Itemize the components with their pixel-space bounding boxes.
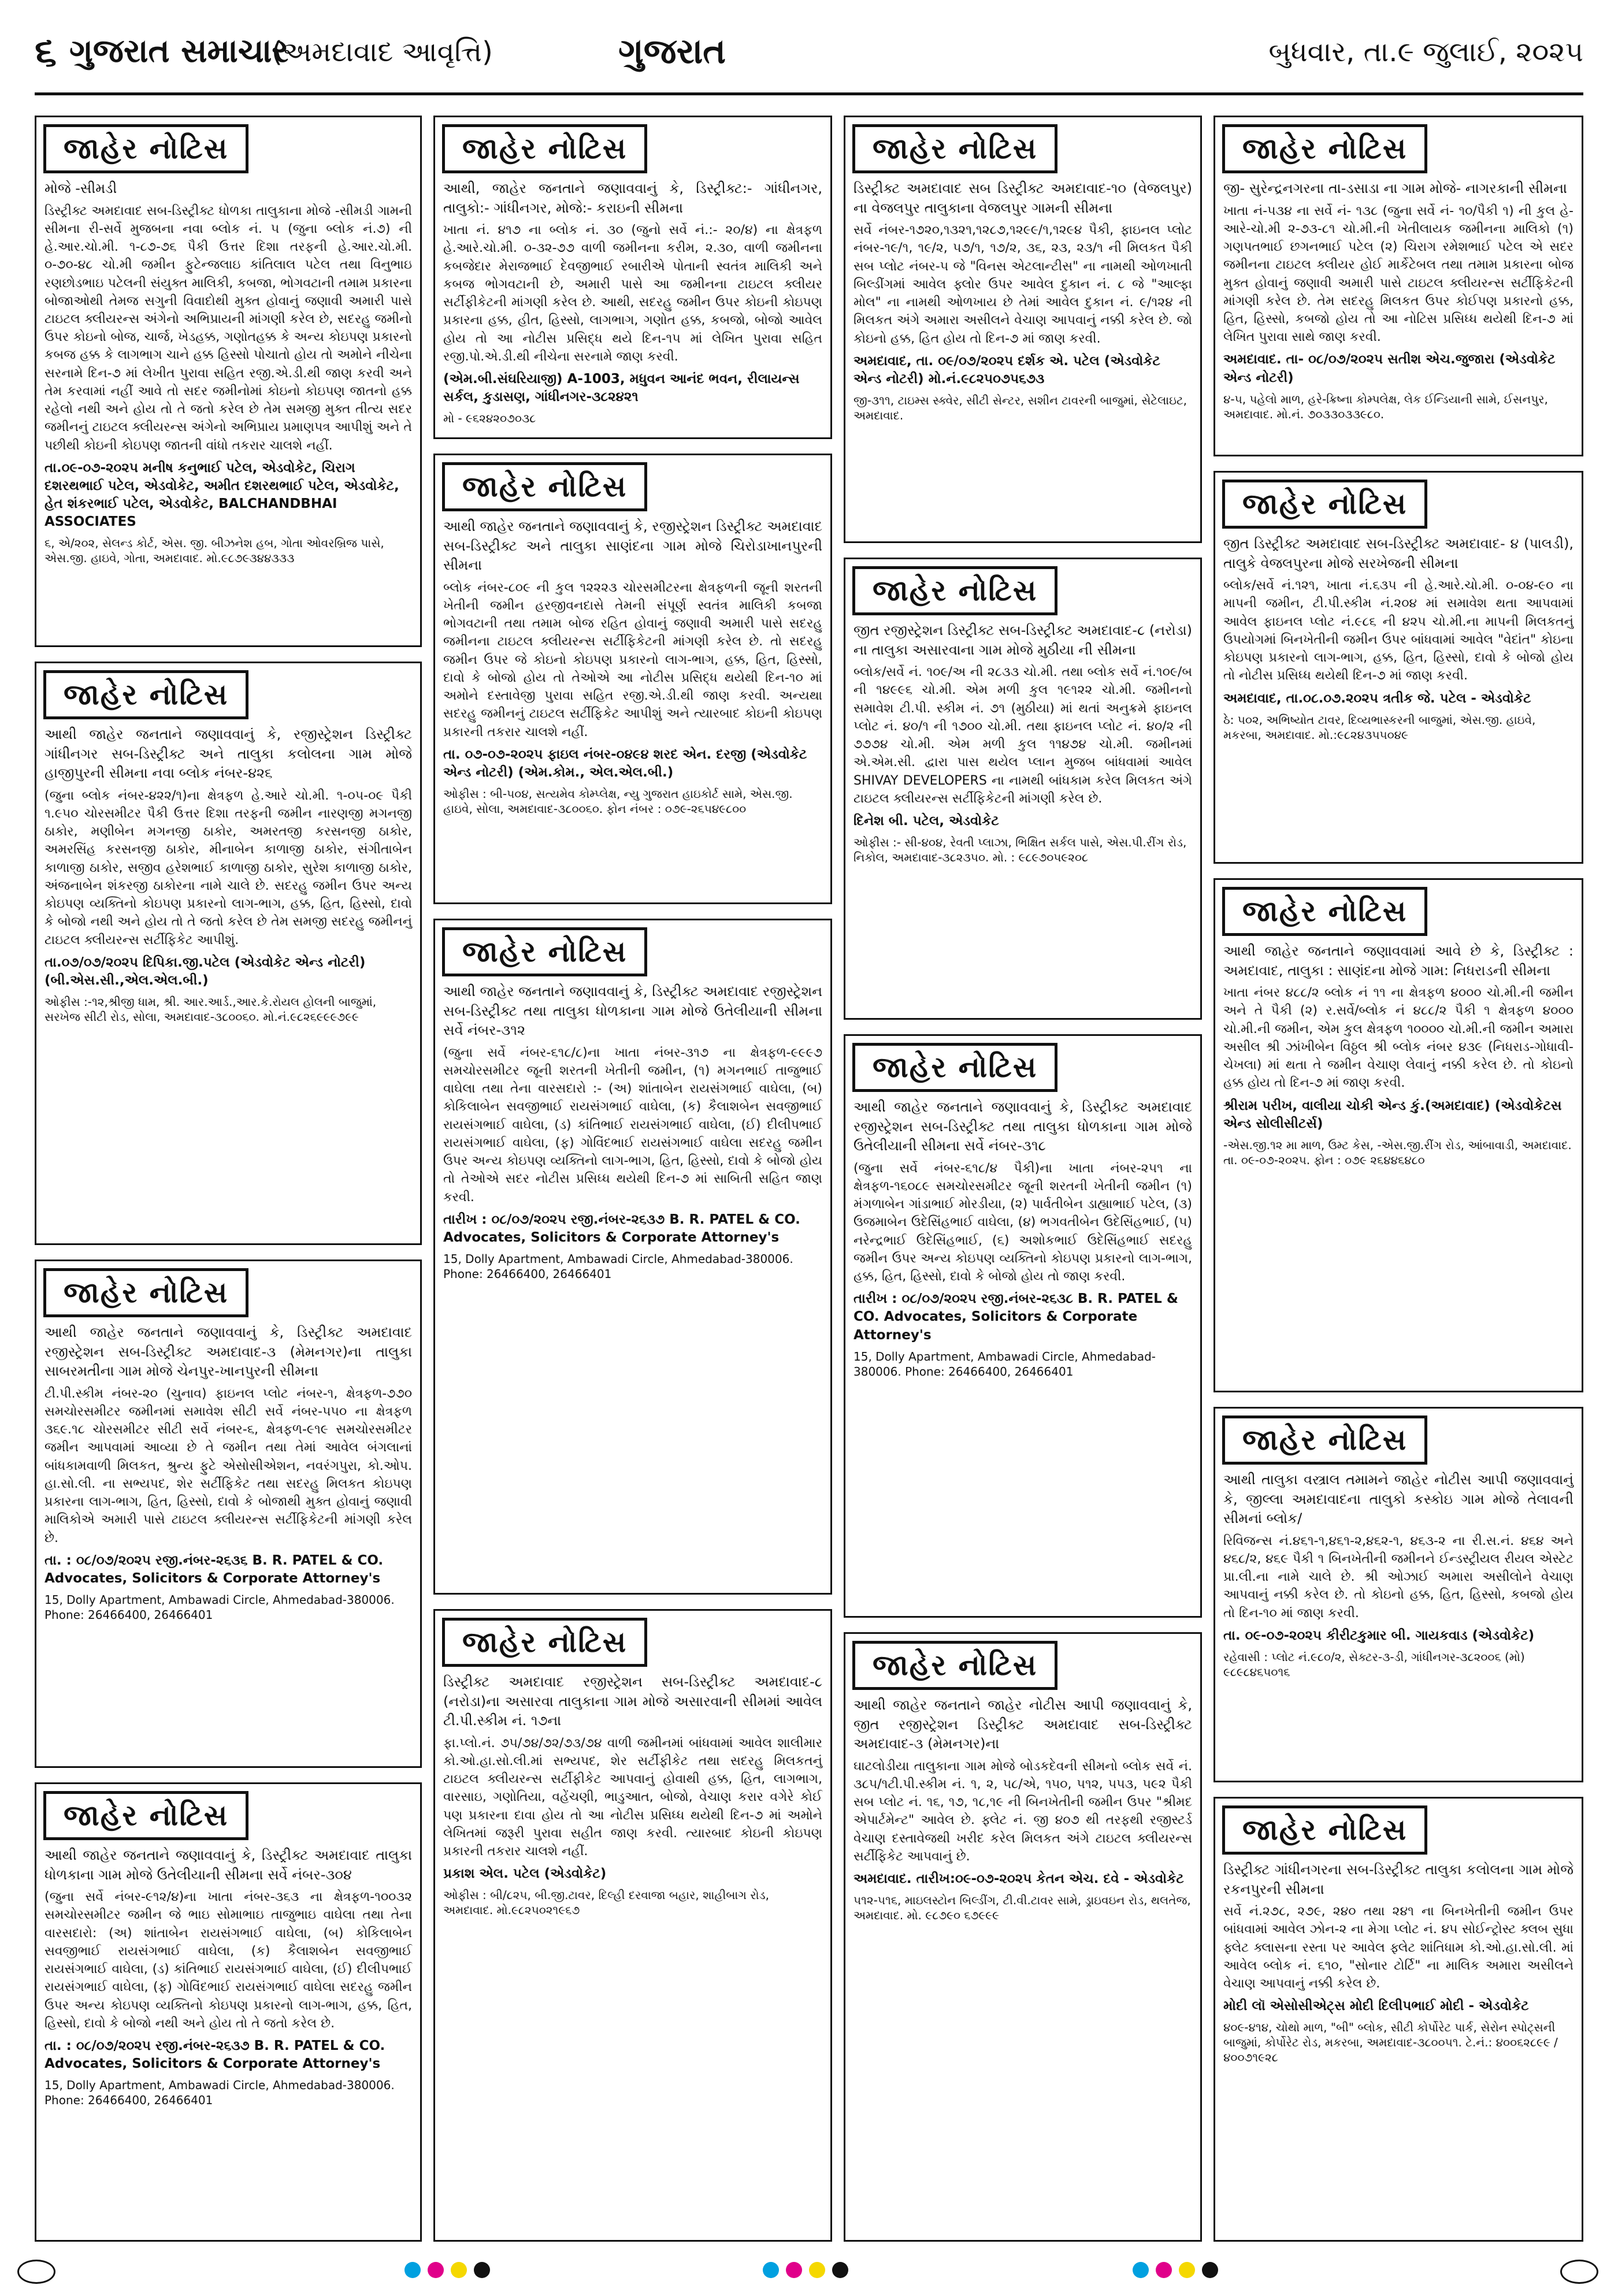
- notice-signature: તા. : ૦૮/૦૭/૨૦૨૫ રજી.નંબર-૨૬૩૬ B. R. PATEL & CO. Advocates, Solicitors & Corporate Attorney's: [44, 1552, 384, 1586]
- notice-address: ૬, એ/૨૦૨, સેલન્ડ કોર્ટ, એસ. જી. બીઝનેશ હબ, ગોતા ઓવરબ્રિજ પાસે, એસ.જી. હાઇવે, ગોતા, અમદાવાદ. મો.૯૮૭૯૩૪૪૩૩૩: [44, 536, 384, 566]
- newspaper-name: ગુજરાત સમાચાર: [69, 32, 289, 70]
- notice-signature: અમદાવાદ, તા. ૦૯/૦૭/૨૦૨૫ દર્શક એ. પટેલ (એડવોકેટ એન્ડ નોટરી) મો.નં.૯૮૨૫૦૭૫૬૭૩: [853, 353, 1160, 387]
- notice-10: [844, 558, 1202, 1020]
- notice-signature: દિનેશ બી. પટેલ, એડવોકેટ: [853, 813, 999, 829]
- notice-title: જાહેર નોટિસ: [442, 462, 647, 511]
- notice-title: જાહેર નોટિસ: [1222, 480, 1427, 529]
- print-registration-marks: [0, 2256, 1618, 2285]
- notice-address: ઓફીસ : બી/૮૨૫, બી.જી.ટાવર, દિલ્હી દરવાજા બહાર, શાહીબાગ રોડ, અમદાવાદ. મો.૯૮૨૫૦૨૧૯૬૭: [443, 1888, 769, 1918]
- notice-title: જાહેર નોટિસ: [1222, 124, 1427, 173]
- notice-body: (જુના બ્લોક નંબર-૪૨૨/૧)ના ક્ષેત્રફળ હે.આરે ચો.મી. ૧-૦૫-૦૯ પૈકી ૧.૯૫૦ ચોરસમીટર પૈકી ઉત્તર દિશા તરફની જમીન નારણજી મગનજી ઠાકોર, મણીબેન મગનજી ઠાકોર, અમરતજી કરસનજી ઠાકોર, અમરસિંહ કરસનજી ઠાકોર, મીનાબેન કાળાજી ઠાકોર, સંગીતાબેન કાળાજી ઠાકોર, સજીવ હરેશભાઈ કાળાજી ઠાકોર, સુરેશ કાળાજી ઠાકોર, અંજનાબેન શંકરજી ઠાકોરના નામે ચાલે છે. સદરહુ જમીન ઉપર અન્ય કોઇપણ વ્યક્તિનો કોઇપણ પ્રકારનો લાગ-ભાગ, હક્ક, હિત, હિસ્સો, દાવો કે બોજો નથી અને હોય તો તે જતો કરેલ છે તેમ સમજી સદરહુ જમીનનું ટાઇટલ ક્લીયરન્સ સર્ટીફિકેટ આપીશું.: [44, 788, 412, 948]
- notice-5: [433, 116, 832, 439]
- magenta-dot-icon: [428, 2262, 444, 2278]
- section-title: ગુજરાત: [618, 31, 726, 72]
- notice-14: [1214, 471, 1583, 864]
- notice-13: [1214, 116, 1583, 456]
- notice-address: ઠે: ૫૦૨, અભિષ્યોત ટાવર, દિવ્યભાસ્કરની બાજુમાં, એસ.જી. હાઇવે, મકરબા, અમદાવાદ. મો.:૯૮૨૪૩૫૫૦૪૯: [1223, 712, 1536, 742]
- notice-body: ખાતા નંબર ૪૮૮/૨ બ્લોક નં ૧૧ ના ક્ષેત્રફળ ૪૦૦૦ ચો.મી.ની જમીન અને તે પૈકી (૨) ર.સર્વે/બ્લોક નં ૪૮૮/૨ પૈકી ૧ ક્ષેત્રફળ ૪૦૦૦ ચો.મી.ની જમીન, એમ કુલ ક્ષેત્રફળ ૧૦૦૦૦ ચો.મી.ની જમીન અમારા અસીલ શ્રી ઝાંખીબેન વિઠ્ઠલ શ્રી બ્લોક નંબર ૪૩૯ (નિધરાડ-ગોધાવી-ચેખલા) માં થતા તે જમીન વેચાણ લેવાનું નક્કી કરેલ છે. તો કોઇનો હક્ક હોય તો દિન-૭ માં જાણ કરવી.: [1223, 986, 1574, 1091]
- black-dot-icon: [1202, 2262, 1218, 2278]
- notice-address: ૫૧૨-૫૧૬, માઇલસ્ટોન બિલ્ડીંગ, ટી.વી.ટાવર સામે, ડ્રાઇવઇન રોડ, થલતેજ, અમદાવાદ. મો. ૯૮૭૯૦ ૬૭૯૯૯: [853, 1893, 1191, 1923]
- notice-8: [433, 1609, 832, 2242]
- notice-3: [35, 1260, 422, 1768]
- notice-signature: અમદાવાદ, તા.૦૮.૦૭.૨૦૨૫ ત્રતીક જે. પટેલ - એડવોકેટ: [1223, 690, 1531, 706]
- yellow-dot-icon: [451, 2262, 467, 2278]
- notice-address: જી-૩૧૧, ટાઇમ્સ સ્ક્વેર, સીટી સેન્ટર, સશીન ટાવરની બાજુમાં, સેટેલાઇટ, અમદાવાદ.: [853, 393, 1187, 422]
- notice-title: જાહેર નોટિસ: [43, 124, 248, 173]
- notice-body: બ્લોક નંબર-૮૦૯ ની કુલ ૧૨૨૨૩ ચોરસમીટરના ક્ષેત્રફળની જૂની શરતની ખેતીની જમીન હરજીવનદાસે તેમની સંપૂર્ણ સ્વતંત્ર માલિકી કબજા ભોગવટાની તથા તમામ બોજ રહિત હોવાનું જણાવી અમારી પાસે સદરહુ જમીનના ટાઇટલ ક્લીયરન્સ સર્ટીફિકેટની માંગણી કરેલ છે. તો સદરહુ જમીન ઉપર જે કોઇનો કોઇપણ પ્રકારનો લાગ-ભાગ, હક્ક, હિત, હિસ્સો, દાવો કે બોજો હોય તો તેઓએ આ નોટીસ પ્રસિદ્ધ થયેથી દિન-૧૦ માં અમોને દસ્તાવેજી પુરાવા સહિત રજી.એ.ડી.થી જાણ કરવી. અન્યથા સદરહુ જમીનનું ટાઇટલ સર્ટીફિકેટ આપીશું અને ત્યારબાદ કોઇની કોઇપણ પ્રકારની તકરાર ચાલશે નહીં.: [443, 580, 822, 740]
- notice-lead: મોજે -સીમડી: [44, 180, 117, 196]
- notice-title: જાહેર નોટિસ: [43, 1791, 248, 1840]
- notice-body: રિવિજન્સ નં.૪૬૧-૧,૪૬૧-૨,૪૬૨-૧, ૪૬૩-૨ ના રી.સ.નં. ૪૬૪ અને ૪૬૮/૨, ૪૬૯ પૈકી ૧ બિનખેતીની જમીનને ઈન્ડસ્ટ્રીયલ રીયલ એસ્ટેટ પ્રા.લી.ના નામે ચાલે છે. શ્રી ઓઝાઈ અમારા અસીલોને વેચાણ આપવાનું નક્કી કરેલ છે. તો કોઇનો હક્ક, હિત, હિસ્સો, કબજો હોય તો દિન-૧૦ માં જાણ કરવી.: [1223, 1533, 1574, 1621]
- notice-title: જાહેર નોટિસ: [852, 1043, 1057, 1092]
- notice-lead: આથી જાહેર જનતાને જણાવવાનું કે, ડિસ્ટ્રીક્ટ અમદાવાદ રજીસ્ટ્રેશન સબ-ડિસ્ટ્રીક્ટ તથા તાલુકા ધોળકાના ગામ મોજે ઉતેલીયાની સીમના સર્વે નંબર-૩૧૨: [443, 983, 822, 1039]
- notice-address: 15, Dolly Apartment, Ambawadi Circle, Ahmedabad-380006. Phone: 26466400, 26466401: [443, 1251, 793, 1281]
- notice-1: [35, 116, 422, 647]
- notice-7: [433, 919, 832, 1595]
- notice-body: (જુના સર્વે નંબર-૯૧૨/૪)ના ખાતા નંબર-૩૬૩ ના ક્ષેત્રફળ-૧૦૦૩૨ સમચોરસમીટર જમીન જે ભાઇ સોમાભાઇ તાજુભાઇ વાઘેલા તથા તેના વારસદારો: (અ) શાંતાબેન રાયસંગભાઈ વાઘેલા, (બ) કોકિલાબેન સવજીભાઈ રાયસંગભાઈ વાઘેલા, (ક) કૈલાશબેન સવજીભાઈ રાયસંગભાઈ વાઘેલા, (ડ) કાંતિભાઈ રાયસંગભાઈ વાઘેલા, (ઈ) દીલીપભાઈ રાયસંગભાઈ વાઘેલા, (ફ) ગોવિંદભાઈ રાયસંગભાઈ વાઘેલા સદરહુ જમીન ઉપર અન્ય કોઇપણ વ્યક્તિનો કોઇપણ પ્રકારનો લાગ-ભાગ, હક્ક, હિત, હિસ્સો, દાવો કે બોજો નથી અને હોય તો તે જતો કરેલ છે.: [44, 1890, 412, 2031]
- notice-title: જાહેર નોટિસ: [442, 1618, 647, 1667]
- notice-body: સર્વે નં.૨૭૮, ૨૭૯, ૨૪૦ તથા ૨૪૧ ના બિનખેતીની જમીન ઉપર બાંધવામાં આવેલ ઝોન-૨ ના મેગા પ્લોટ નં. ૪૫ સોઈન્ટ્રોસ્ટ ક્લબ સુધા ફ્લેટ ક્લાસના રસ્તા પર આવેલ ફ્લેટ શાંતિધામ કો.ઓ.હા.સો.લી. માં આવેલ બ્લોક નં. ૬૧૦, "સોનાર ટોર્ટિ" ના માલિક અમારા અસીલને વેચાણ આપવાનું નક્કી કરેલ છે.: [1223, 1904, 1574, 1992]
- notice-title: જાહેર નોટિસ: [1222, 887, 1427, 936]
- page-header: [35, 23, 1583, 95]
- notice-lead: જીત ડિસ્ટ્રીક્ટ અમદાવાદ સબ-ડિસ્ટ્રીક્ટ અમદાવાદ- ૪ (પાલડી), તાલુકે વેજલપુરના મોજે સરખેજની સીમના: [1223, 536, 1574, 571]
- cyan-dot-icon: [1133, 2262, 1149, 2278]
- yellow-dot-icon: [1179, 2262, 1195, 2278]
- notice-lead: આથી જાહેર જનતાને જણાવવાનું કે, ડિસ્ટ્રીક્ટ અમદાવાદ તાલુકા ધોળકાના ગામ મોજે ઉતેલીયાની સીમના સર્વે નંબર-૩૦૪: [44, 1847, 412, 1883]
- column-3: [844, 116, 1202, 2242]
- edition-label: (અમદાવાદ આવૃત્તિ): [272, 36, 493, 68]
- notice-lead: આથી જાહેર જનતાને જણાવવાનું કે, રજીસ્ટ્રેશન ડિસ્ટ્રીક્ટ ગાંધીનગર સબ-ડિસ્ટ્રીક્ટ અને તાલુકા કલોલના ગામ મોજે હાજીપુરની સીમના નવા બ્લોક નંબર-૪૨૬: [44, 726, 412, 782]
- notice-body: (જુના સર્વે નંબર-૬૧૮/૮)ના ખાતા નંબર-૩૧૭ ના ક્ષેત્રફળ-૯૯૯૭ સમચોરસમીટર જૂની શરતની ખેતીની જમીન, (૧) મગનભાઈ તાજુભાઈ વાઘેલા તથા તેના વારસદારો :- (અ) શાંતાબેન રાયસંગભાઈ વાઘેલા, (બ) કોકિલાબેન સવજીભાઈ રાયસંગભાઈ વાઘેલા, (ક) કૈલાશબેન સવજીભાઈ રાયસંગભાઈ વાઘેલા, (ડ) કાંતિભાઈ રાયસંગભાઈ વાઘેલા, (ઈ) દીલીપભાઈ રાયસંગભાઈ વાઘેલા, (ફ) ગોવિંદભાઈ રાયસંગભાઈ વાઘેલા સદરહુ જમીન ઉપર અન્ય કોઇપણ વ્યક્તિનો લાગ-ભાગ, હિત, હિસ્સો, દાવો કે બોજો હોય તો તેઓએ સદર નોટીસ પ્રસિધ્ધ થયેથી દિન-૭ માં સાબિતી સહિત જાણ કરવી.: [443, 1045, 822, 1205]
- notice-signature: તા. ૦૯-૦૭-૨૦૨૫ કીરીટકુમાર બી. ગાયકવાડ (એડવોકેટ): [1223, 1628, 1535, 1643]
- notice-lead: આથી જાહેર જનતાને જણાવવાનું કે, રજીસ્ટ્રેશન ડિસ્ટ્રીક્ટ અમદાવાદ સબ-ડિસ્ટ્રીક્ટ અને તાલુકા સાણંદના ગામ મોજે ચિરોડાખાનપુરની સીમના: [443, 518, 822, 574]
- notice-body: (જુના સર્વે નંબર-૬૧૮/૪ પૈકી)ના ખાતા નંબર-૨૫૧ ના ક્ષેત્રફળ-૧૬૦૮૯ સમચોરસમીટર જૂની શરતની ખેતીની જમીન (૧) મંગળાબેન ગાંડાભાઈ મોરડીયા, (૨) પાર્વતીબેન ડાહ્યાભાઈ પટેલ, (૩) ઉજમાબેન ઉદેસિંહભાઈ વાઘેલા, (૪) ભગવતીબેન ઉદેસિંહભાઈ, (૫) નરેન્દ્રભાઈ ઉદેસિંહભાઈ, (૬) અશોકભાઈ ઉદેસિંહભાઈ સદરહુ જમીન ઉપર અન્ય કોઇપણ વ્યક્તિનો કોઇપણ પ્રકારનો લાગ-ભાગ, હક્ક, હિત, હિસ્સો, દાવો કે બોજો હોય તો જાણ કરવી.: [853, 1161, 1192, 1284]
- notice-body: ટી.પી.સ્કીમ નંબર-૨૦ (ચુનાવ) ફાઇનલ પ્લોટ નંબર-૧, ક્ષેત્રફળ-૭૭૦ સમચોરસમીટર જમીનમાં સમાવેશ સીટી સર્વે નંબર-૫૫૦ ના ક્ષેત્રફળ ૩૬૯.૧૮ ચોરસમીટર સીટી સર્વે નંબર-૬, ક્ષેત્રફળ-૯૧૯ સમચોરસમીટર જમીન આપવામાં આવ્યા છે તે જમીન તથા તેમાં આવેલ બંગલાનાં બાંધકામવાળી મિલકત, શ્રુન્ય ફુટે એસોસીએશન, નવરંગપુરા, કો.ઓપ. હા.સો.લી. ના સભ્યપદ, શેર સર્ટીફિકેટ તથા સદરહુ મિલકત કોઇપણ પ્રકારના લાગ-ભાગ, હિત, હિસ્સો, દાવો કે બોજાથી મુક્ત હોવાનું જણાવી માલિકોએ અમારી પાસે ટાઇટલ ક્લીયરન્સ સર્ટીફિકેટની માંગણી કરેલ છે.: [44, 1386, 412, 1545]
- black-dot-icon: [832, 2262, 848, 2278]
- black-dot-icon: [474, 2262, 490, 2278]
- yellow-dot-icon: [809, 2262, 825, 2278]
- notice-signature: (એમ.બી.સંઘરિયાજી) A-1003, મધુવન આનંદ ભવન, રીલાયન્સ સર્કલ, કુડાસણ, ગાંધીનગર-૩૮૨૪૨૧: [443, 371, 800, 405]
- page-number: ૬: [35, 29, 57, 75]
- notice-title: જાહેર નોટિસ: [1222, 1805, 1427, 1855]
- notice-body: બ્લોક/સર્વે નં. ૧૦૯/અ ની ૨૮૩૩ ચો.મી. તથા બ્લોક સર્વે નં.૧૦૯/બ ની ૧૪૯૯૬ ચો.મી. એમ મળી કુલ ૧૯૧૨૨ ચો.મી. જમીનનો સમાવેશ ટી.પી. સ્કીમ નં. ૭૧ (મુઠીયા) માં થતાં અનુક્રમે ફાઇનલ પ્લોટ નં. ૪૦/૧ ની ૧૭૦૦ ચો.મી. તથા ફાઇનલ પ્લોટ નં. ૪૦/૨ ની ૭૭૭૪ ચો.મી. એમ મળી કુલ ૧૧૪૭૪ ચો.મી. જમીનમાં એ.એમ.સી. દ્વારા પાસ થયેલ પ્લાન મુજબ બાંધવામાં આવેલ SHIVAY DEVELOPERS ના નામથી બાંધકામ કરેલ મિલકત અંગે ટાઇટલ ક્લીયરન્સ સર્ટીફિકેટની માંગણી કરેલ છે.: [853, 665, 1192, 806]
- notice-signature: તા. ૦૭-૦૭-૨૦૨૫ ફાઇલ નંબર-૦૪૯૪ શરદ એન. દરજી (એડવોકેટ એન્ડ નોટરી) (એમ.કોમ., એલ.એલ.બી.): [443, 746, 807, 780]
- notice-body: ખાતા નં. ૪૧૭ ના બ્લોક નં. ૩૦ (જુનો સર્વે નં.:- ૨૦/૪) ના ક્ષેત્રફળ હે.આરે.ચો.મી. ૦-૩૨-૭૭ વાળી જમીનના કરીમ, ૨.૩૦, વાળી જમીનના કબજેદાર મેરાજભાઈ દેવજીભાઈ રબારીએ પોતાની સ્વતંત્ર માલિકી અને કબજ ભોગવટાની છે, અમારી પાસે આ જમીનના ટાઇટલ ક્લીયર સર્ટીફીકેટની માંગણી કરેલ છે. આથી, સદરહુ જમીન ઉપર કોઇની કોઇપણ પ્રકારના હક્ક, હીત, હિસ્સો, લાગભાગ, ગણોત હક્ક, કબજો, બોજો આવેલ હોય તો આ નોટીસ પ્રસિદ્ધ થયે દિન-૧૫ માં લેખિત પુરાવા સહિત રજી.પો.એ.ડી.થી નીચેના સરનામે જાણ કરવી.: [443, 223, 822, 364]
- notice-title: જાહેર નોટિસ: [852, 566, 1057, 615]
- cyan-dot-icon: [763, 2262, 779, 2278]
- notice-signature: પ્રકાશ એલ. પટેલ (એડવોકેટ): [443, 1866, 607, 1882]
- notice-lead: આથી તાલુકા વસ્ત્રાલ તમામને જાહેર નોટીસ આપી જણાવવાનું કે, જીલ્લા અમદાવાદના તાલુકો કસ્કોઇ ગામ મોજે તેલાવની સીમનાં બ્લોક/: [1223, 1472, 1574, 1527]
- notice-signature: તા. : ૦૮/૦૭/૨૦૨૫ રજી.નંબર-૨૬૩૭ B. R. PATEL & CO. Advocates, Solicitors & Corporate Attorney's: [44, 2038, 385, 2072]
- notice-address: ઓફીસ :-૧૨,શ્રીજી ધામ, શ્રી. આર.આર્ડ.,આર.કે.રોયલ હોલની બાજુમાં, સરખેજ સીટી રોડ, સોલા, અમદાવાદ-૩૮૦૦૬૦. મો.નં.૯૮૨૬૯૯૯૭૯૯: [44, 994, 377, 1024]
- notice-body: ખાતા નં-૫૩૪ ના સર્વે નં- ૧૩૮ (જુના સર્વે નં- ૧૦/પૈકી ૧) ની કુલ હે-આરે-ચો.મી ૨-૭૩-૮૧ ચો.મી.ની ખેતીલાયક જમીનના માલિકો (૧) ગણપતભાઈ છગનભાઈ પટેલ (૨) ચિરાગ રમેશભાઈ પટેલ એ સદર જમીનના ટાઇટલ ક્લીયર હોઈ માર્કેટેબલ તથા તમામ પ્રકારના બોજ મુક્ત હોવાનું જણાવી અમારી પાસે ટાઇટલ ક્લીયરન્સ સર્ટીફિકેટની માંગણી કરેલ છે. તેમ સદરહુ મિલકત ઉપર કોઈપણ પ્રકારનો હક્ક, હિત, હિસ્સો, કબજો હોય તો આ નોટિસ પ્રસિધ્ધ થયેથી દિન-૭ માં લેખિત પુરાવા સાથે જાણ કરવી.: [1223, 203, 1574, 345]
- notice-title: જાહેર નોટિસ: [43, 1268, 248, 1317]
- notice-title: જાહેર નોટિસ: [442, 927, 647, 976]
- notice-lead: ડિસ્ટ્રીક્ટ અમદાવાદ સબ ડિસ્ટ્રીક્ટ અમદાવાદ-૧૦ (વેજલપુર) ના વેજલપુર તાલુકાના વેજલપુર ગામની સીમના: [853, 180, 1192, 216]
- notice-lead: આથી જાહેર જનતાને જણાવવાનું કે, ડિસ્ટ્રીક્ટ અમદાવાદ રજીસ્ટ્રેશન સબ-ડિસ્ટ્રીક્ટ તથા તાલુકા ધોળકાના ગામ મોજે ઉતેલીયાની સીમના સર્વે નંબર-૩૧૮: [853, 1099, 1192, 1154]
- column-4: [1214, 116, 1583, 2242]
- notice-title: જાહેર નોટિસ: [852, 124, 1057, 173]
- notice-2: [35, 662, 422, 1245]
- notice-lead: જીત રજીસ્ટ્રેશન ડિસ્ટ્રીક્ટ સબ-ડિસ્ટ્રીક્ટ અમદાવાદ-૮ (નરોડા) ના તાલુકા અસારવાના ગામ મોજે મુઠીયા ની સીમના: [853, 622, 1192, 658]
- notice-address: 15, Dolly Apartment, Ambawadi Circle, Ahmedabad-380006. Phone: 26466400, 26466401: [44, 2078, 395, 2108]
- notice-lead: આથી જાહેર જનતાને જણાવવામાં આવે છે કે, ડિસ્ટ્રીક્ટ : અમદાવાદ, તાલુકા : સાણંદના મોજે ગામ: નિધરાડની સીમના: [1223, 943, 1574, 979]
- registration-crosshair-icon: [17, 2260, 55, 2284]
- notice-address: ઓફીસ :- સી-૪૦૪, રેવતી પ્લાઝા, ભિક્ષિત સર્કલ પાસે, એસ.પી.રીંગ રોડ, નિકોલ, અમદાવાદ-૩૮૨૩૫૦. મો. : ૯૮૯૭૦૫૯૨૦૮: [853, 835, 1187, 865]
- issue-date: બુધવાર, તા.૯ જુલાઈ, ૨૦૨૫: [1268, 36, 1583, 68]
- notice-address: 15, Dolly Apartment, Ambawadi Circle, Ahmedabad-380006. Phone: 26466400, 26466401: [853, 1349, 1156, 1379]
- notice-title: જાહેર નોટિસ: [1222, 1416, 1427, 1465]
- notice-title: જાહેર નોટિસ: [43, 670, 248, 719]
- notice-15: [1214, 878, 1583, 1392]
- notice-address: ૪-૫, પહેલો માળ, હરે-ક્રિષ્ના કોમ્પલેક્ષ, લેક ઈન્ડિયાની સામે, ઈસનપુર, અમદાવાદ. મો.નં. ૭૦૩૩૦૩૩૯૮૦.: [1223, 392, 1548, 421]
- notice-signature: તા.૦૯-૦૭-૨૦૨૫ મનીષ કનુભાઈ પટેલ, એડવોકેટ, ચિરાગ દશરથભાઈ પટેલ, એડવોકેટ, અમીત દશરથભાઈ પટેલ, એડવોકેટ, હેત શંકરભાઈ પટેલ, એડવોકેટ, BALCHANDBHAI ASSOCIATES: [44, 460, 399, 530]
- magenta-dot-icon: [1156, 2262, 1172, 2278]
- notice-title: જાહેર નોટિસ: [442, 124, 647, 173]
- notice-lead: આથી, જાહેર જનતાને જણાવવાનું કે, ડિસ્ટ્રીક્ટ:- ગાંધીનગર, તાલુકો:- ગાંધીનગર, મોજે:- કરાઇની સીમના: [443, 180, 822, 216]
- registration-crosshair-icon: [1560, 2260, 1598, 2284]
- notice-title: જાહેર નોટિસ: [852, 1641, 1057, 1690]
- notice-body: સર્વે નંબર-૧૭૨૦,૧૩૨૧,૧૨૮૭,૧૨૯૯/૧,૧૨૯૪ પૈકી, ફાઇનલ પ્લોટ નંબર-૧૯/૧, ૧૯/૨, ૫૭/૧, ૧૭/૨, ૩૬, ૨૩, ૨૩/૧ ની મિલકત પૈકી સબ પ્લોટ નંબર-૫ જે "વિનસ એટલાન્ટીસ" ના નામથી ઓળખાતી બિલ્ડીંગમાં આવેલ ફ્લોર ઉપર આવેલ દુકાન નં. ૮ જે "આલ્ફા મોલ" ના નામથી ઓળખાય છે તેમાં આવેલ દુકાન નં. ૯/૧૨૪ ની મિલકત અંગે અમારા અસીલને વેચાણ આપવાનું નક્કી કરેલ છે. જો કોઇનો હક્ક, હિત હોય તો દિન-૭ માં જાણ કરવી.: [853, 223, 1192, 346]
- notice-signature: તારીખ : ૦૮/૦૭/૨૦૨૫ રજી.નંબર-૨૬૩૮ B. R. PATEL & CO. Advocates, Solicitors & Corporate Attorney's: [853, 1291, 1178, 1343]
- notice-body: ઘાટલોડીયા તાલુકાના ગામ મોજે બોડકદેવની સીમનો બ્લોક સર્વે નં. ૩૮૫/૧ટી.પી.સ્કીમ નં. ૧, ૨, ૫૮/એ, ૧૫૦, ૫૧૨, ૫૫૩, ૫૯૨ પૈકી સબ પ્લોટ નં. ૧૬, ૧૭, ૧૮,૧૯ ની બિનખેતીની જમીન ઉપર "શ્રીમદ એપાર્ટમેન્ટ" આવેલ છે. ફ્લેટ નં. જી ૪૦૭ થી તરફથી રજીસ્ટર્ડ વેચાણ દસ્તાવેજથી ખરીદ કરેલ મિલકત અંગે ટાઇટલ ક્લીયરન્સ સર્ટીફિકેટ આપવાનું છે.: [853, 1759, 1192, 1864]
- notice-address: રહેવાસી : પ્લોટ નં.૯૮૦/૨, સેક્ટર-૩-ડી, ગાંધીનગર-૩૮૨૦૦૬ (મો) ૯૮૯૮૪૬૫૦૧૬: [1223, 1650, 1525, 1679]
- notice-4: [35, 1782, 422, 2242]
- notice-9: [844, 116, 1202, 543]
- notice-signature: મોદી લૉ એસોસીએટ્સ મોદી દિલીપભાઈ મોદી - એડવોકેટ: [1223, 1998, 1529, 2014]
- notice-16: [1214, 1407, 1583, 1782]
- notice-signature: તા.૦૭/૦૭/૨૦૨૫ દિપિકા.જી.પટેલ (એડવોકેટ એન્ડ નોટરી) (બી.એસ.સી.,એલ.એલ.બી.): [44, 954, 366, 988]
- notice-lead: આથી જાહેર જનતાને જાહેર નોટીસ આપી જણાવવાનું કે, જીત રજીસ્ટ્રેશન ડિસ્ટ્રીક્ટ અમદાવાદ સબ-ડિસ્ટ્રીક્ટ અમદાવાદ-૩ (મેમનગર)ના: [853, 1697, 1192, 1752]
- notice-11: [844, 1034, 1202, 1618]
- notice-12: [844, 1632, 1202, 2242]
- notice-body: ફા.પ્લો.નં. ૭૫/૭૪/૭૨/૭૩/૭૪ વાળી જમીનમાં બાંધવામાં આવેલ શાલીમાર કો.ઓ.હા.સો.લી.માં સભ્યપદ, શેર સર્ટીફીકેટ તથા સદરહુ મિલકતનું ટાઇટલ ક્લીયરન્સ સર્ટીફીકેટ આપવાનું હોવાથી હક્ક, હિત, લાગભાગ, વારસાઇ, ગણોતિયા, વહેંચણી, ભાડુઆત, બોજો, વેચાણ કરાર વગેરે કોઈ પણ પ્રકારના દાવા હોય તો આ નોટીસ પ્રસિધ્ધ થયેથી દિન-૭ માં અમોને લેખિતમાં જરૂરી પુરાવા સહીત જાણ કરવી. ત્યારબાદ કોઇની કોઇપણ પ્રકારની તકરાર ચાલશે નહીં.: [443, 1736, 822, 1859]
- notice-signature: શ્રીરામ પરીખ, વાલીયા ચોકી એન્ડ કું.(અમદાવાદ) (એડવોકેટસ એન્ડ સોલીસીટર્સ): [1223, 1098, 1562, 1131]
- notice-6: [433, 454, 832, 904]
- notice-address: મો - ૯૬૨૪૨૦૭૦૩૮: [443, 411, 536, 426]
- notice-signature: તારીખ : ૦૮/૦૭/૨૦૨૫ રજી.નંબર-૨૬૩૭ B. R. PATEL & CO. Advocates, Solicitors & Corporate Attorney's: [443, 1212, 800, 1245]
- notice-lead: ડિસ્ટ્રીક્ટ અમદાવાદ રજીસ્ટ્રેશન સબ-ડિસ્ટ્રીક્ટ અમદાવાદ-૮ (નરોડા)ના અસારવા તાલુકાના ગામ મોજે અસારવાની સીમમાં આવેલ ટી.પી.સ્કીમ નં. ૧૭ના: [443, 1674, 822, 1729]
- column-2: [433, 116, 832, 2242]
- notice-lead: જી- સુરેન્દ્રનગરના તા-ડસાડા ના ગામ મોજે- નાગરકાની સીમના: [1223, 180, 1567, 196]
- notice-address: ઓફીસ : બી-૫૦૪, સત્યમેવ કોમ્પ્લેક્ષ, ન્યુ ગુજરાત હાઇકોર્ટ સામે, એસ.જી. હાઇવે, સોલા, અમદાવાદ-૩૮૦૦૬૦. ફોન નંબર : ૦૭૯-૨૬૫૪૯૮૦૦: [443, 786, 793, 816]
- notice-lead: ડિસ્ટ્રીક્ટ ગાંધીનગરના સબ-ડિસ્ટ્રીક્ટ તાલુકા કલોલના ગામ મોજે રકનપુરની સીમના: [1223, 1862, 1574, 1897]
- notice-body: ડિસ્ટ્રીક્ટ અમદાવાદ સબ-ડિસ્ટ્રીક્ટ ધોળકા તાલુકાના મોજે -સીમડી ગામની સીમના રી-સર્વે મુજબના નવા બ્લોક નં. ૫ (જુના બ્લોક નં.૭) ની હે.આર.ચો.મી. ૧-૮૭-૭૬ પૈકી ઉત્તર દિશા તરફની હે.આર.ચો.મી. ૦-૭૦-૪૮ ચો.મી જમીન ફુટેન્જલાઇ કાંતિલાલ પટેલ તથા વિનુભાઇ રણછોડભાઇ પટેલની સંયુક્ત માલિકી, કબજા, ભોગવટાની તમામ પ્રકારના બોજાઓથી તેમજ સગુની વિવાદોથી મુક્ત હોવાનું જણાવી અમારી પાસે ટાઇટલ ક્લીયરન્સ અંગેનો અભિપ્રાયની માંગણી કરેલ છે, સદરહુ જમીનો ઉપર કોઇનો બોજ, ચાર્જ, ખેડહક્ક, ગણોતહક્ક કે અન્ય કોઇપણ પ્રકારનો કબજ હક્ક કે લાગભાગ ચાને હક્ક હિસ્સો પોચાતો હોય તો અમોને નીચેના સરનામે દિન-૭ માં લેખીત પુરાવા સહિત રજી.એ.ડી.થી જાણ કરવી અને તેમ કરવામાં નહીં આવે તો સદર જમીનોમાં કોઇનો કોઇપણ જાતનો હક્ક રહેલો નથી અને હોય તો તે જતો કરેલ છે તેમ સમજી મુક્ત તીત્ય સદર જમીનનું ટાઇટલ ક્લીયરન્સ અંગેનો અભિપ્રાય પ્રમાણપત્ર આપીશું અને તે પછીથી કોઇની કોઇપણ જાતની વાંધો તકરાર ચાલશે નહીં.: [44, 203, 412, 453]
- notice-signature: અમદાવાદ. તા- ૦૮/૦૭/૨૦૨૫ સતીશ એચ.જુજારા (એડવોકેટ એન્ડ નોટરી): [1223, 352, 1556, 385]
- notice-address: ૪૦૯-૪૧૪, ચોથો માળ, "બી" બ્લોક, સીટી કોર્પોરેટ પાર્ક, સેરોન સ્પોટ્સની બાજુમાં, કોર્પોરેટ રોડ, મકરબા, અમદાવાદ-૩૮૦૦૫૧. ટે.નં.: ૪૦૦૬૨૮૯૯ / ૪૦૦૭૧૯૨૮: [1223, 2020, 1558, 2065]
- notice-address: 15, Dolly Apartment, Ambawadi Circle, Ahmedabad-380006. Phone: 26466400, 26466401: [44, 1592, 395, 1622]
- notice-body: બ્લોક/સર્વે નં.૧૨૧, ખાતા નં.૬૩૫ ની હે.આરે.ચો.મી. ૦-૦૪-૯૦ ના માપની જમીન, ટી.પી.સ્કીમ નં.૨૦૪ માં સમાવેશ થતા આપવામાં આવેલ ફાઇનલ પ્લોટ નં.૯૮૬ ની ૪૨૫ ચો.મી.ના માપની મિલકતનું ઉપયોગમાં બિનખેતીની જમીન ઉપર બાંધવામાં આવેલ "વેદાંત" કોઇના કોઇપણ પ્રકારનો લાગ-ભાગ, હક્ક, હિત, હિસ્સો, દાવો કે બોજો હોય તો નોટીસ પ્રસિધ્ધ થયેથી દિન-૭ માં જાણ કરવી.: [1223, 578, 1574, 683]
- notice-address: -એસ.જી.૧૨ મા માળ, ઉમ્ટ કેસ, -એસ.જી.રીંગ રોડ, આંબાવાડી, અમદાવાદ. તા. ૦૯-૦૭-૨૦૨૫. ફોન : ૦૭૯ ૨૬૪૪૬૪૮૦: [1223, 1138, 1572, 1167]
- cyan-dot-icon: [404, 2262, 421, 2278]
- notice-lead: આથી જાહેર જનતાને જણાવવાનું કે, ડિસ્ટ્રીક્ટ અમદાવાદ રજીસ્ટ્રેશન સબ-ડિસ્ટ્રીક્ટ અમદાવાદ-૩ (મેમનગર)ના તાલુકા સાબરમતીના ગામ મોજે ચેનપુર-ખાનપુરની સીમના: [44, 1324, 412, 1380]
- notice-signature: અમદાવાદ. તારીખ:૦૯-૦૭-૨૦૨૫ કેતન એચ. દવે - એડવોકેટ: [853, 1871, 1184, 1887]
- column-1: [35, 116, 422, 2242]
- magenta-dot-icon: [786, 2262, 802, 2278]
- notice-17: [1214, 1797, 1583, 2242]
